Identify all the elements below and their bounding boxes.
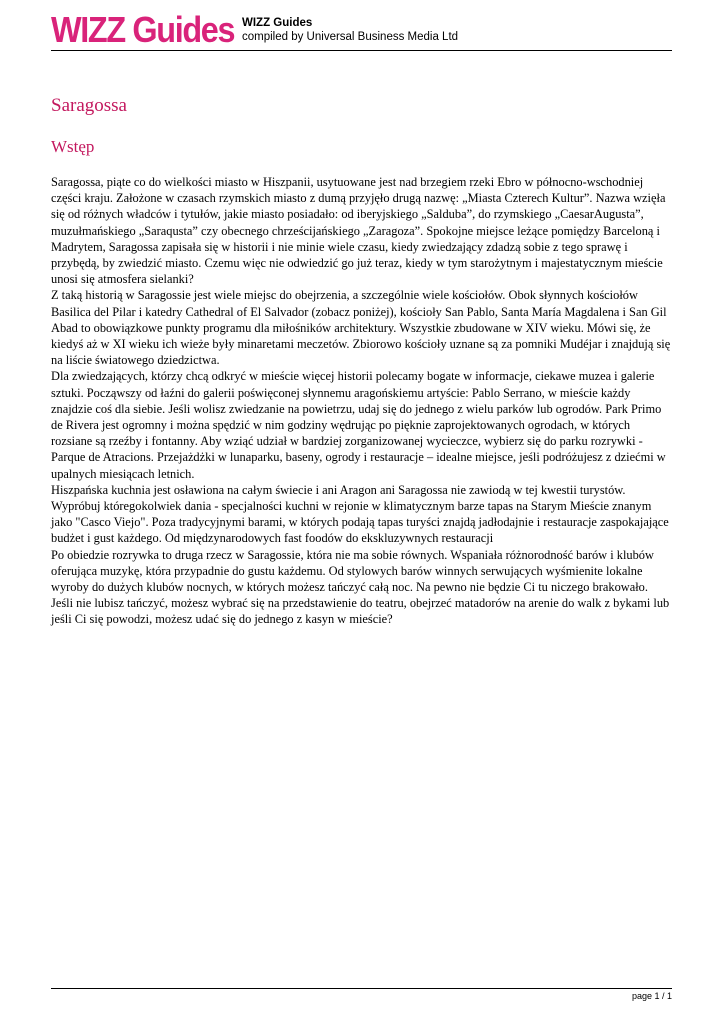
footer-divider: [51, 988, 672, 989]
header-divider: [51, 50, 672, 51]
article-body: [51, 174, 672, 628]
page-title: Saragossa: [51, 95, 127, 116]
section-title: Wstęp: [51, 137, 95, 156]
brand-name: WIZZ Guides: [242, 17, 313, 29]
wizz-guides-logo: WIZZ Guides: [51, 9, 235, 50]
paragraph: Po obiedzie rozrywka to druga rzecz w Saragossie, która nie ma sobie równych. Wspaniała różnorodność barów i klubów oferująca muzykę, która przypadnie do gustu każdemu. Od stylowych barów winnych serwujących wyśmienite lokalne wyroby do dużych klubów nocnych, w których możesz tańczyć całą noc. Na pewno nie będzie Ci tu niczego brakowało. Jeśli nie lubisz tańczyć, możesz wybrać się na przedstawienie do teatru, obejrzeć matadorów na arenie do walk z bykami lub jeśli Ci się powodzi, możesz udać się do jednego z kasyn w mieście?: [51, 547, 670, 627]
paragraph: Z taką historią w Saragossie jest wiele miejsc do obejrzenia, a szczególnie wiele kościołów. Obok słynnych kościołów Basilica del Pilar i katedry Cathedral of El Salvador (zobacz poniżej), kościoły San Pablo, Santa María Magdalena i San Gil Abad to obowiązkowe punkty programu dla miłośników architektury. Wszystkie zbudowane w XIV wieku. Mówi się, że kiedyś aż w XI wieku ich wieże były minaretami meczetów. Zbiorowo kościoły uznane są za pomniki Mudéjar i znajdują się na liście światowego dziedzictwa.: [51, 288, 671, 368]
brand-subtitle: compiled by Universal Business Media Ltd: [242, 31, 459, 43]
page-number: page 1 / 1: [631, 991, 672, 1001]
paragraph: Saragossa, piąte co do wielkości miasto w Hiszpanii, usytuowane jest nad brzegiem rzeki Ebro w północno-wschodniej części kraju. Założone w czasach rzymskich miasto z dumą przyjęło drugą nazwę: „Miasta Czterech Kultur”. Nazwa wzięła się od różnych władców i tytułów, jakie miasto posiadało: od iberyjskiego „Salduba”, do rzymskiego „CaesarAugusta”, muzułmańskiego „Saraqusta” czy obecnego chrześcijańskiego „Zaragoza”. Spokojne miejsce leżące pomiędzy Barceloną i Madrytem, Saragossa zapisała się w historii i nie minie wiele czasu, kiedy zwiedzający zdadzą sobie z tego sprawę i przybędą, by zwiedzić miasto. Czemu więc nie odwiedzić go już teraz, kiedy w tym starożytnym i majestatycznym mieście unosi się atmosfera sielanki?: [51, 175, 666, 287]
paragraph: Dla zwiedzających, którzy chcą odkryć w mieście więcej historii polecamy bogate w informacje, ciekawe muzea i galerie sztuki. Począwszy od łaźni do galerii poświęconej słynnemu aragońskiemu artyście: Pablo Serrano, w mieście każdy znajdzie coś dla siebie. Jeśli wolisz zwiedzanie na powietrzu, udaj się do jednego z wielu parków lub ogrodów. Park Primo de Rivera jest ogromny i można spędzić w nim godziny wędrując po pięknie zaprojektowanych ogrodach, w których rozsiane są rzeźby i fontanny. Aby wziąć udział w bardziej zorganizowanej wycieczce, wybierz się do parku rozrywki - Parque de Atracions. Przejażdżki w lunaparku, baseny, ogrody i restauracje – idealne miejsce, jeśli podróżujesz z dziećmi w upalnych miesiącach letnich.: [51, 369, 666, 481]
brand-info: [242, 16, 458, 44]
page-header: [51, 9, 672, 52]
paragraph: Hiszpańska kuchnia jest osławiona na całym świecie i ani Aragon ani Saragossa nie zawiodą w tej kwestii turystów. Wypróbuj któregokolwiek dania - specjalności kuchni w rejonie w klimatycznym barze tapas na Starym Mieście znanym jako "Casco Viejo". Poza tradycyjnymi barami, w których podają tapas turyści znajdą jadłodajnie i restauracje zaspokajające budżet i gust każdego. Od międzynarodowych fast foodów do ekskluzywnych restauracji: [51, 482, 669, 546]
